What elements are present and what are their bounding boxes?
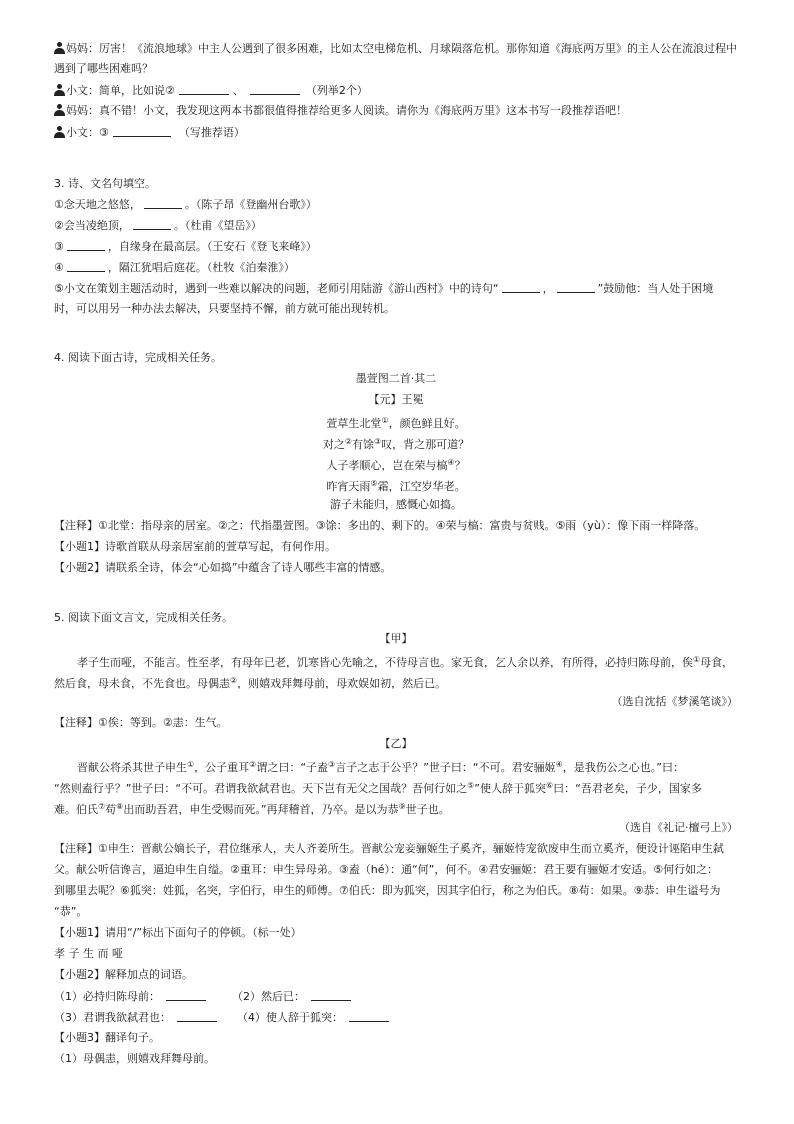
poem-title: 墨萱图二首·其二: [355, 372, 437, 385]
passage-jia-label: 【甲】: [379, 632, 413, 645]
answer-blank[interactable]: [177, 1009, 217, 1022]
passage-jia-notes: 【注释】①俟：等到。②恚：生气。: [54, 716, 228, 729]
dotted-word: 已: [283, 990, 294, 1003]
passage-yi-source: （选自《礼记·檀弓上》）: [619, 821, 738, 834]
answer-blank[interactable]: [133, 217, 171, 230]
answer-blank[interactable]: [166, 988, 206, 1001]
question-4-sub-2: 【小题2】请联系全诗，体会“心如捣”中蕴含了诗人哪些丰富的情感。: [54, 561, 392, 574]
passage-jia-source: （选自沈括《梦溪笔谈》）: [611, 695, 738, 708]
dotted-word: 辞: [288, 1011, 299, 1024]
passage-jia-line-1: 孝子生而哑，不能言。性至孝，有母年已老，饥寒皆心先喻之，不待母言也。家无食，乞人余以养，有所得，必持归陈母前，俟①母食，: [77, 655, 734, 668]
answer-blank[interactable]: [557, 280, 595, 293]
answer-blank[interactable]: [67, 238, 105, 251]
answer-blank[interactable]: [250, 82, 300, 95]
passage-yi-label: 【乙】: [379, 737, 413, 750]
answer-blank[interactable]: [311, 988, 351, 1001]
poem-notes: 【注释】①北堂：指母亲的居室。②之：代指墨萱图。③馀：多出的、剩下的。④荣与槁：富贵与贫贱。⑤雨（yù）：像下雨一样降落。: [54, 519, 706, 532]
passage-yi-notes-3: 到哪里去呢？⑥狐突：姓狐，名突，字伯行，申生的师傅。⑦伯氏：即为狐突，因其字伯行，称之为伯氏。⑧苟：如果。⑨恭：申生谥号为: [54, 884, 721, 897]
poem-line-4: 昨宵天雨⑤霜，江空岁华老。: [326, 479, 466, 492]
emphasized-note: 列举2个: [316, 84, 357, 97]
emphasized-note: 写推荐语: [189, 126, 234, 139]
dotted-word: 弑: [127, 1011, 138, 1024]
passage-yi-notes-2: 父。献公听信谗言，逼迫申生自缢。②重耳：申生异母弟。③盍（hé）：通“何”，何不。④君安骊姬：君王要有骊姬才安适。⑤何行如之：: [54, 863, 719, 876]
dotted-word: 归: [105, 990, 116, 1003]
passage-yi-line-2: “然则盍行乎？”世子曰：“不可。君谓我欲弑君也。天下岂有无父之国哉？吾何行如之⑤”使人辞于狐突⑥曰：“吾君老矣，子少，国家多: [54, 781, 702, 794]
question-4-title: 4. 阅读下面古诗，完成相关任务。: [54, 351, 222, 364]
question-5-sub-3: 【小题3】翻译句子。: [54, 1031, 160, 1044]
passage-yi-notes-4: “恭”。: [54, 905, 88, 918]
pause-sentence[interactable]: 孝 子 生 而 哑: [54, 947, 123, 960]
person-icon: [54, 42, 65, 54]
fill-line-4: ④ ，隔江犹唱后庭花。（杜牧《泊秦淮》）: [54, 261, 295, 274]
person-icon: [54, 104, 65, 116]
question-3-title: 3. 诗、文名句填空。: [54, 177, 156, 190]
poem-line-5: 游子未能归，感慨心如捣。: [330, 498, 462, 511]
passage-yi-line-3: 难。伯氏⑦苟⑧出而助吾君，申生受赐而死。”再拜稽首，乃卒。是以为恭⑨世子也。: [54, 802, 450, 815]
poem-line-3: 人子孝顺心，岂在荣与槁④？: [326, 458, 466, 471]
answer-blank[interactable]: [144, 196, 182, 209]
fill-line-5-cont: 时，可以用另一种办法去解决，只要坚持不懈，前方就可能出现转机。: [54, 302, 395, 315]
fill-line-1: ①念天地之悠悠， 。（陈子昂《登幽州台歌》）: [54, 198, 317, 211]
passage-yi-line-1: 晋献公将杀其世子申生①，公子重耳②谓之曰：“子盍③言子之志于公乎？”世子曰：“不可。君安骊姬④，是我伤公之心也。”曰：: [77, 760, 684, 773]
fill-line-2: ②会当凌绝顶， 。（杜甫《望岳》）: [54, 219, 262, 232]
question-5-sub-2: 【小题2】解释加点的词语。: [54, 968, 193, 981]
answer-blank[interactable]: [179, 82, 229, 95]
answer-blank[interactable]: [113, 124, 171, 137]
passage-jia-line-2: 然后食，母未食，不先食也。母偶恚②，则嬉戏拜舞母前，母欢娱如初，然后已。: [54, 676, 447, 689]
person-icon: [54, 126, 65, 138]
answer-blank[interactable]: [349, 1009, 389, 1022]
word-explain-row-1: （1）必持归陈母前： （2）然后已：: [54, 988, 738, 1004]
poem-line-1: 萱草生北堂①，颜色鲜且好。: [326, 416, 466, 429]
fill-line-5: ⑤小文在策划主题活动时，遇到一些难以解决的问题，老师引用陆游《游山西村》中的诗句“ ， ”鼓励他：当人处于困境: [54, 282, 714, 295]
passage-yi-notes-1: 【注释】①申生：晋献公嫡长子，君位继承人，夫人齐姜所生。晋献公宠妾骊姬生子奚齐，骊姬恃宠欲废申生而立奚齐，便设计诬陷申生弑: [54, 842, 724, 855]
question-4-sub-1: 【小题1】诗歌首联从母亲居室前的萱草写起，有何作用。: [54, 540, 336, 553]
dialogue-xiaowen-1: 小文：简单，比如说② 、 （列举2个）: [54, 82, 738, 98]
dialogue-mom-2: 妈妈：真不错！小文，我发现这两本书都很值得推荐给更多人阅读。请你为《海底两万里》这本书写一段推荐语吧！: [54, 103, 738, 119]
poem-author: 【元】王冕: [368, 393, 424, 406]
fill-line-3: ③ ，自缘身在最高层。（王安石《登飞来峰》）: [54, 240, 317, 253]
dialogue-mom-1: 妈妈：厉害！《流浪地球》中主人公遇到了很多困难，比如太空电梯危机、月球陨落危机。那你知道《海底两万里》的主人公在流浪过程中: [54, 41, 738, 57]
question-5-title: 5. 阅读下面文言文，完成相关任务。: [54, 611, 233, 624]
translate-sentence-1: （1）母偶恚，则嬉戏拜舞母前。: [54, 1052, 215, 1065]
person-icon: [54, 84, 65, 96]
dialogue-xiaowen-2: 小文：③ （写推荐语）: [54, 124, 738, 140]
dialogue-mom-1-cont: 遇到了哪些困难吗？: [54, 62, 153, 75]
answer-blank[interactable]: [502, 280, 540, 293]
poem-line-2: 对之②有馀③叹，背之那可道？: [322, 437, 470, 450]
question-5-sub-1: 【小题1】请用“/”标出下面句子的停顿。（标一处）: [54, 926, 302, 939]
word-explain-row-2: （3）君谓我欲弑君也： （4）使人辞于狐突：: [54, 1009, 738, 1025]
answer-blank[interactable]: [67, 259, 105, 272]
